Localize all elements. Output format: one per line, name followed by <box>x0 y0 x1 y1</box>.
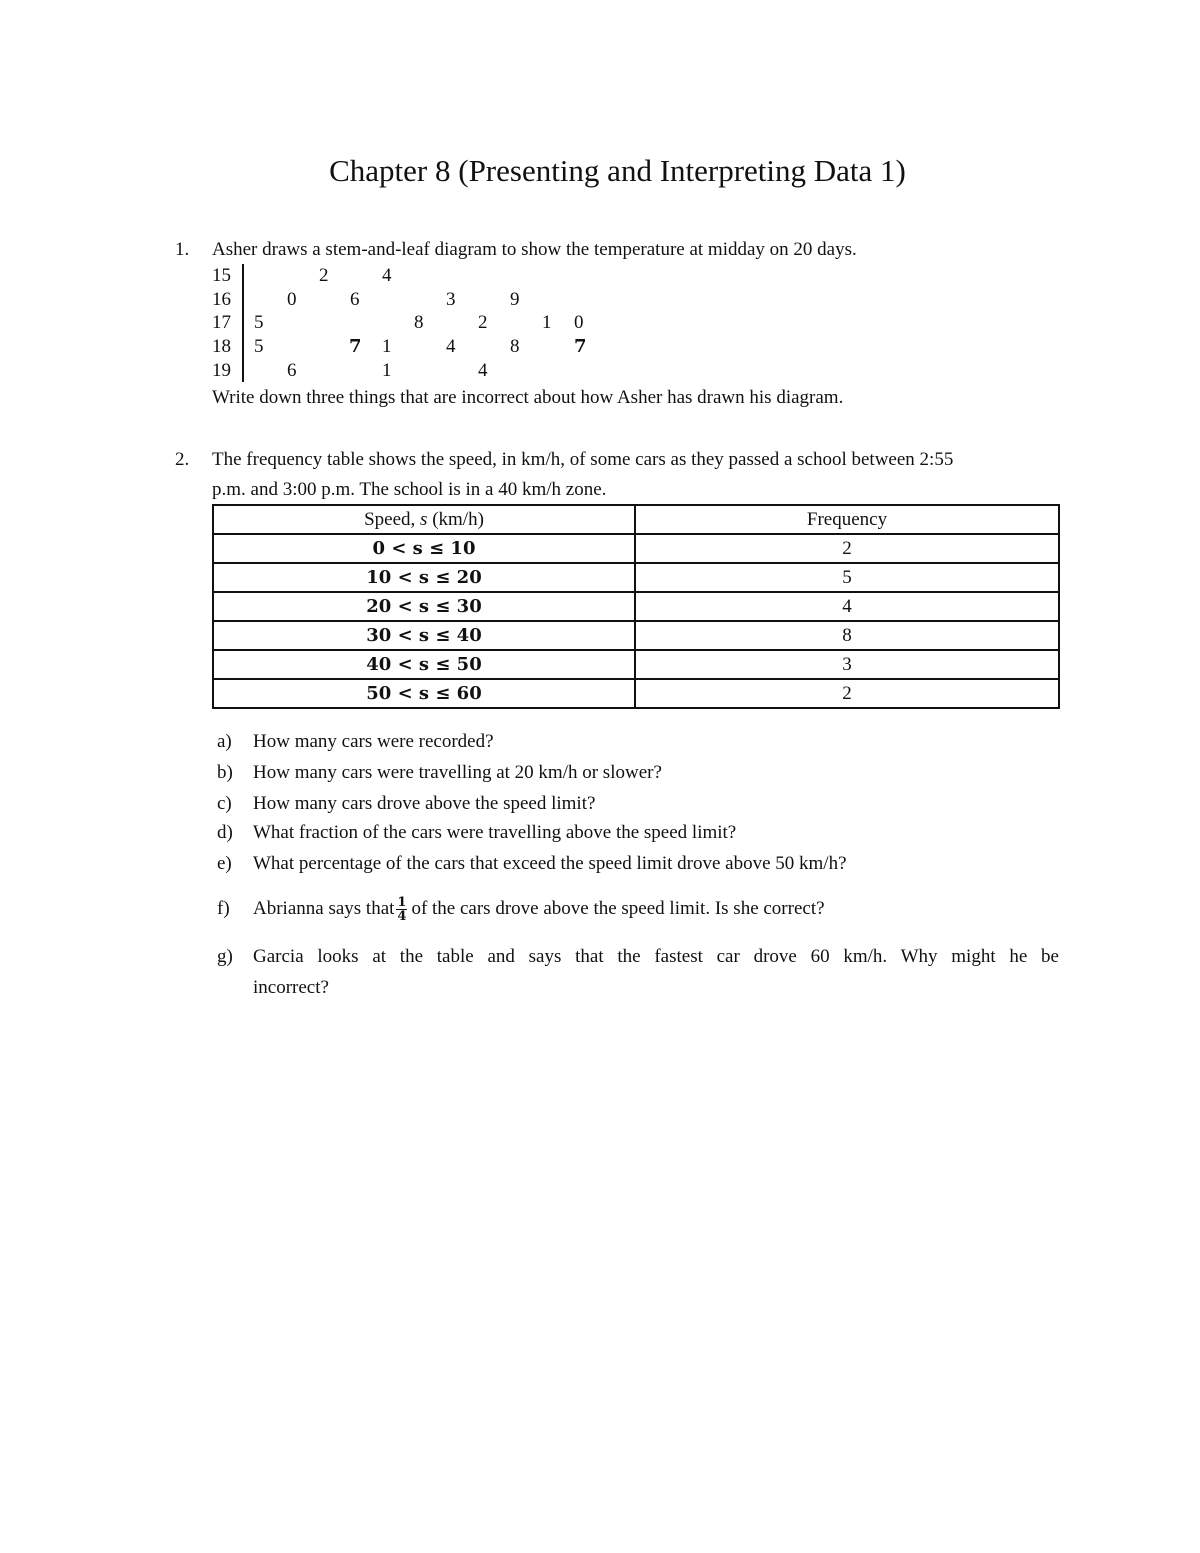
speed-range: 50 < s ≤ 60 <box>213 679 635 708</box>
stem-value: 19 <box>212 360 231 381</box>
stem-value: 16 <box>212 289 231 310</box>
table-row <box>213 534 1059 563</box>
leaf-value: 0 <box>574 312 584 333</box>
table-header-row <box>213 505 1059 534</box>
leaf-value: 3 <box>446 289 456 310</box>
table-row <box>213 621 1059 650</box>
part-label: c) <box>217 793 232 814</box>
leaf-value: 1 <box>542 312 552 333</box>
page-title: Chapter 8 (Presenting and Interpreting Data 1) <box>329 153 906 188</box>
table-row <box>213 650 1059 679</box>
leaf-value: 4 <box>446 336 456 357</box>
leaf-value: 5 <box>254 336 264 357</box>
speed-range: 30 < s ≤ 40 <box>213 621 635 650</box>
leaf-value: 2 <box>478 312 488 333</box>
part-label: f) <box>217 898 230 919</box>
leaf-value: 8 <box>414 312 424 333</box>
q2-text-line1: The frequency table shows the speed, in km/h, of some cars as they passed a school between 2:55 <box>212 449 954 470</box>
frequency-value: 8 <box>635 621 1059 650</box>
stem-divider-line <box>242 264 244 382</box>
table-row <box>213 679 1059 708</box>
part-label: a) <box>217 731 232 752</box>
stem-value: 18 <box>212 336 231 357</box>
part-label: d) <box>217 822 233 843</box>
q1-number: 1. <box>175 239 190 260</box>
leaf-value: 6 <box>350 289 360 310</box>
part-text-line1: Garcia looks at the table and says that the fastest car drove 60 km/h. Why might he be <box>253 946 1059 967</box>
q2-number: 2. <box>175 449 190 470</box>
table-row <box>213 563 1059 592</box>
frequency-value: 2 <box>635 534 1059 563</box>
part-text: What percentage of the cars that exceed the speed limit drove above 50 km/h? <box>253 853 847 874</box>
leaf-value: 9 <box>510 289 520 310</box>
speed-range: 10 < s ≤ 20 <box>213 563 635 592</box>
part-label: b) <box>217 762 233 783</box>
part-text-line2: incorrect? <box>253 977 329 998</box>
part-text: How many cars drove above the speed limit? <box>253 793 596 814</box>
frequency-value: 3 <box>635 650 1059 679</box>
leaf-value: 7 <box>574 336 587 357</box>
part-text: How many cars were travelling at 20 km/h or slower? <box>253 762 662 783</box>
q1-text: Asher draws a stem-and-leaf diagram to show the temperature at midday on 20 days. <box>212 239 857 260</box>
leaf-value: 5 <box>254 312 264 333</box>
header-frequency: Frequency <box>635 505 1059 534</box>
frequency-value: 2 <box>635 679 1059 708</box>
header-speed: Speed, s (km/h) <box>213 505 635 534</box>
table-row <box>213 592 1059 621</box>
stem-value: 17 <box>212 312 231 333</box>
frequency-table <box>212 504 1060 709</box>
leaf-value: 7 <box>349 336 362 357</box>
leaf-value: 4 <box>478 360 488 381</box>
leaf-value: 1 <box>382 360 392 381</box>
leaf-value: 1 <box>382 336 392 357</box>
speed-range: 20 < s ≤ 30 <box>213 592 635 621</box>
speed-range: 0 < s ≤ 10 <box>213 534 635 563</box>
q2-text-line2: p.m. and 3:00 p.m. The school is in a 40 km/h zone. <box>212 479 607 500</box>
leaf-value: 4 <box>382 265 392 286</box>
frequency-value: 4 <box>635 592 1059 621</box>
fraction: $\frac{1}{4}$ <box>397 895 407 925</box>
leaf-value: 6 <box>287 360 297 381</box>
speed-range: 40 < s ≤ 50 <box>213 650 635 679</box>
leaf-value: 8 <box>510 336 520 357</box>
stem-value: 15 <box>212 265 231 286</box>
part-text: What fraction of the cars were travelling above the speed limit? <box>253 822 737 843</box>
part-label: g) <box>217 946 233 967</box>
part-text: How many cars were recorded? <box>253 731 494 752</box>
part-label: e) <box>217 853 232 874</box>
frequency-value: 5 <box>635 563 1059 592</box>
leaf-value: 2 <box>319 265 329 286</box>
part-text: Abrianna says that $\frac{1}{4}$ of the cars drove above the speed limit. Is she correct? <box>253 895 825 925</box>
q1-prompt: Write down three things that are incorrect about how Asher has drawn his diagram. <box>212 387 844 408</box>
leaf-value: 0 <box>287 289 297 310</box>
